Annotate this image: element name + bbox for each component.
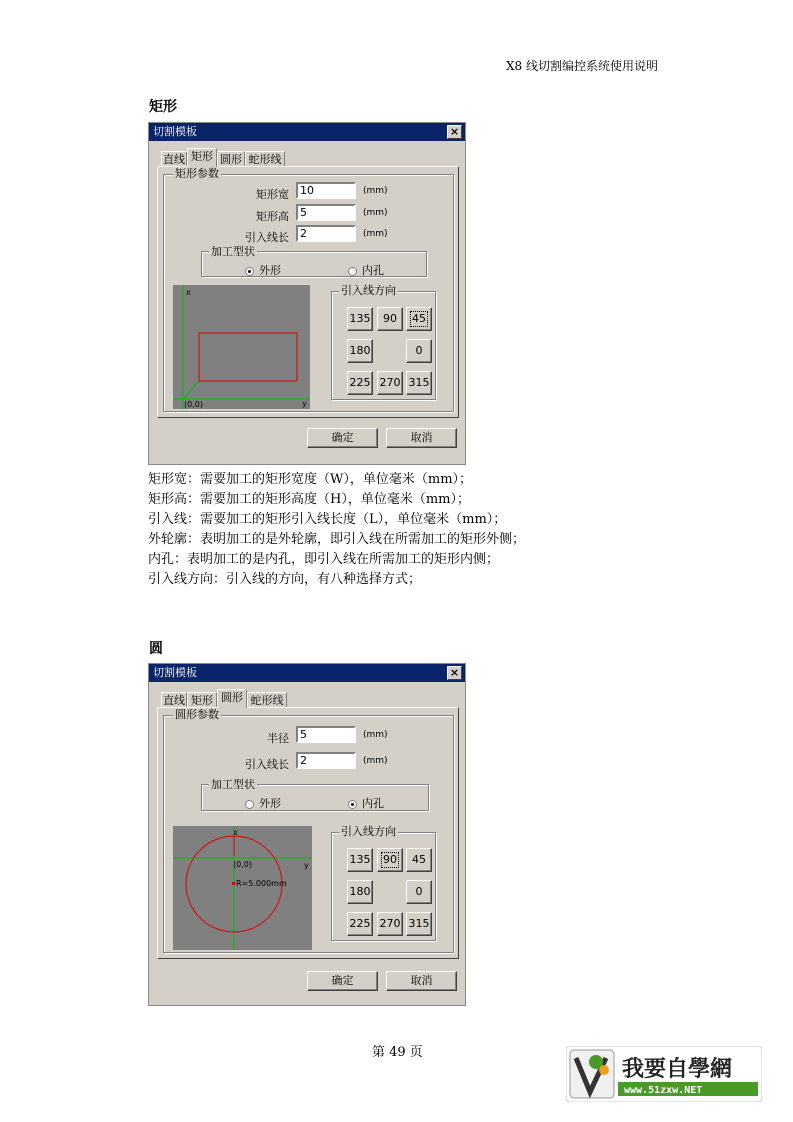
desc-line: 引入线：需要加工的矩形引入线长度（L），单位毫米（mm）； bbox=[148, 512, 507, 527]
dir-90-button[interactable]: 90 bbox=[377, 848, 403, 872]
section-title-circle: 圆 bbox=[149, 641, 163, 657]
dialog-title: 切割模板 bbox=[153, 125, 197, 138]
leadin-input[interactable]: 2 bbox=[296, 225, 356, 242]
circle-preview bbox=[173, 826, 312, 950]
page-number: 第 49 页 bbox=[372, 1045, 423, 1060]
field-label-leadin: 引入线长 bbox=[245, 231, 289, 244]
desc-line: 引入线方向：引入线的方向，有八种选择方式； bbox=[148, 572, 422, 587]
params-group-label: 圆形参数 bbox=[175, 708, 219, 721]
rect-preview-drawing bbox=[173, 285, 310, 409]
dir-45-button[interactable]: 45 bbox=[406, 307, 432, 331]
cancel-button[interactable]: 取消 bbox=[386, 971, 457, 991]
field-label-height: 矩形高 bbox=[256, 210, 289, 223]
origin-label: (0,0) bbox=[233, 860, 252, 869]
dialog-titlebar bbox=[149, 123, 465, 141]
radio-outer[interactable] bbox=[245, 262, 281, 278]
tab-snake[interactable]: 蛇形线 bbox=[247, 692, 287, 708]
radio-dot bbox=[245, 267, 254, 276]
dir-45-button[interactable]: 45 bbox=[406, 848, 432, 872]
unit-label: (mm) bbox=[363, 186, 388, 196]
dir-270-button[interactable]: 270 bbox=[377, 912, 403, 936]
logo-graphic bbox=[566, 1046, 762, 1102]
cancel-button[interactable]: 取消 bbox=[386, 428, 457, 448]
shape-group-label: 加工型状 bbox=[211, 245, 255, 258]
desc-line: 矩形高：需要加工的矩形高度（H），单位毫米（mm）； bbox=[148, 492, 470, 507]
radio-inner[interactable] bbox=[348, 262, 384, 278]
radius-label: R=5.000mm bbox=[236, 879, 287, 888]
close-button[interactable]: × bbox=[447, 125, 462, 139]
tab-circle[interactable]: 圆形 bbox=[217, 689, 247, 708]
circle-dialog bbox=[148, 663, 466, 1006]
leadin-input[interactable]: 2 bbox=[296, 752, 356, 769]
leadin-line bbox=[183, 381, 199, 399]
dir-225-button[interactable]: 225 bbox=[347, 912, 373, 936]
tab-line[interactable]: 直线 bbox=[163, 694, 185, 707]
site-logo bbox=[566, 1046, 762, 1102]
radio-inner[interactable] bbox=[348, 795, 384, 811]
axis-y-label: y bbox=[304, 861, 309, 870]
direction-group-label: 引入线方向 bbox=[341, 284, 396, 297]
dir-180-button[interactable]: 180 bbox=[347, 880, 373, 904]
direction-group-label: 引入线方向 bbox=[341, 825, 396, 838]
tab-line[interactable]: 直线 bbox=[163, 153, 185, 166]
unit-label: (mm) bbox=[363, 208, 388, 218]
params-group-label: 矩形参数 bbox=[175, 167, 219, 180]
logo-text: 我要自學網 bbox=[622, 1057, 733, 1082]
height-input[interactable]: 5 bbox=[296, 204, 356, 221]
tab-circle[interactable]: 圆形 bbox=[217, 151, 245, 167]
dialog-title: 切割模板 bbox=[153, 666, 197, 679]
radio-dot bbox=[245, 800, 254, 809]
radio-inner-label: 内孔 bbox=[362, 797, 384, 810]
tab-rect[interactable]: 矩形 bbox=[187, 148, 217, 167]
dir-135-button[interactable]: 135 bbox=[347, 848, 373, 872]
radio-outer-label: 外形 bbox=[259, 264, 281, 277]
radio-outer[interactable] bbox=[245, 795, 281, 811]
dir-180-button[interactable]: 180 bbox=[347, 339, 373, 363]
field-label-leadin: 引入线长 bbox=[245, 758, 289, 771]
rect-preview bbox=[173, 285, 310, 409]
axis-x-label: x bbox=[186, 288, 191, 297]
ok-button[interactable]: 确定 bbox=[307, 971, 378, 991]
axis-y-label: y bbox=[302, 399, 307, 408]
field-label-radius: 半径 bbox=[267, 732, 289, 745]
page-header: X8 线切割编控系统使用说明 bbox=[506, 59, 658, 73]
circle-preview-drawing bbox=[173, 826, 312, 950]
unit-label: (mm) bbox=[363, 730, 388, 740]
desc-line: 外轮廓：表明加工的是外轮廓，即引入线在所需加工的矩形外侧； bbox=[148, 532, 526, 547]
rect-description bbox=[148, 470, 525, 590]
tab-snake[interactable]: 蛇形线 bbox=[245, 151, 285, 167]
dir-135-button[interactable]: 135 bbox=[347, 307, 373, 331]
unit-label: (mm) bbox=[363, 229, 388, 239]
axis-x-label: x bbox=[233, 828, 238, 837]
section-title-rect: 矩形 bbox=[149, 99, 177, 115]
dir-315-button[interactable]: 315 bbox=[406, 371, 432, 395]
center-mark bbox=[232, 882, 235, 885]
unit-label: (mm) bbox=[363, 756, 388, 766]
field-label-width: 矩形宽 bbox=[256, 188, 289, 201]
width-input[interactable]: 10 bbox=[296, 182, 356, 199]
radio-outer-label: 外形 bbox=[259, 797, 281, 810]
radius-input[interactable]: 5 bbox=[296, 726, 356, 743]
close-button[interactable]: × bbox=[447, 666, 462, 680]
shape-group-label: 加工型状 bbox=[211, 778, 255, 791]
dir-0-button[interactable]: 0 bbox=[406, 339, 432, 363]
origin-label: (0,0) bbox=[184, 400, 203, 409]
tab-rect[interactable]: 矩形 bbox=[187, 692, 217, 708]
dir-270-button[interactable]: 270 bbox=[377, 371, 403, 395]
dir-225-button[interactable]: 225 bbox=[347, 371, 373, 395]
logo-url: www.51zxw.NET bbox=[624, 1085, 703, 1096]
radio-dot bbox=[348, 267, 357, 276]
dir-90-button[interactable]: 90 bbox=[377, 307, 403, 331]
radio-dot bbox=[348, 800, 357, 809]
rect-shape bbox=[199, 333, 297, 381]
dialog-titlebar bbox=[149, 664, 465, 682]
ok-button[interactable]: 确定 bbox=[307, 428, 378, 448]
desc-line: 内孔：表明加工的是内孔，即引入线在所需加工的矩形内侧； bbox=[148, 552, 500, 567]
radio-inner-label: 内孔 bbox=[362, 264, 384, 277]
rect-dialog bbox=[148, 122, 466, 465]
dir-0-button[interactable]: 0 bbox=[406, 880, 432, 904]
dir-315-button[interactable]: 315 bbox=[406, 912, 432, 936]
desc-line: 矩形宽：需要加工的矩形宽度（W），单位毫米（mm）； bbox=[148, 472, 473, 487]
